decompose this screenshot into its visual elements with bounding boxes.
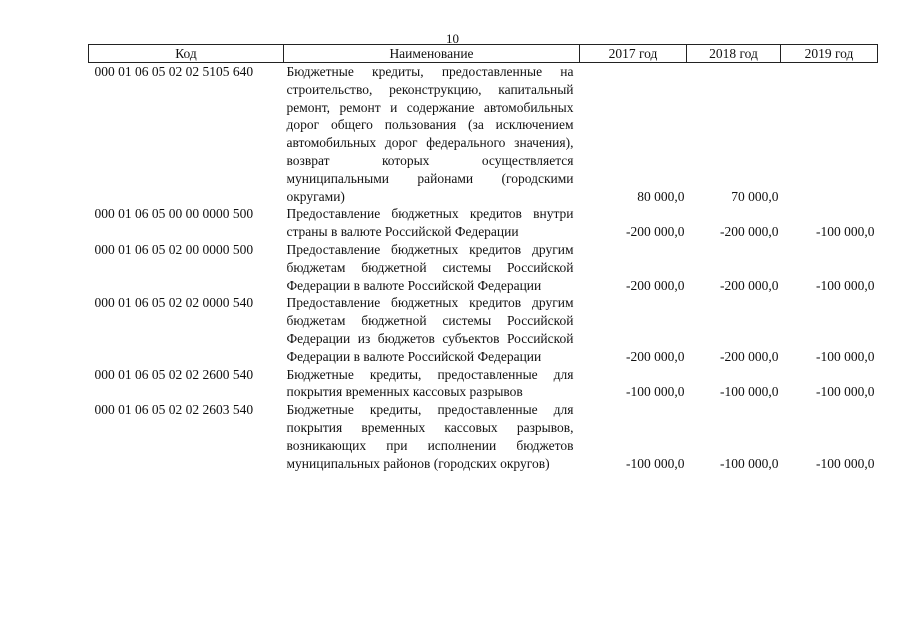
row-code: 000 01 06 05 02 00 0000 500 bbox=[94, 241, 254, 257]
row-value-2019 bbox=[781, 63, 878, 206]
table-row bbox=[89, 63, 878, 206]
row-name: Предоставление бюджетных кредитов внутри страны в валюте Российской Федерации bbox=[286, 206, 574, 240]
row-value-2018: -200 000,0 bbox=[720, 224, 779, 240]
header-row bbox=[89, 45, 878, 63]
row-value-2018: -200 000,0 bbox=[720, 348, 779, 364]
row-code: 000 01 06 05 02 02 5105 640 bbox=[94, 64, 254, 79]
row-value-2019: -100 000,0 bbox=[816, 455, 875, 471]
row-code: 000 01 06 05 02 02 2603 540 bbox=[94, 402, 254, 418]
table-header bbox=[89, 45, 878, 63]
page-number: 10 bbox=[446, 31, 459, 46]
row-value-2017: -100 000,0 bbox=[626, 384, 685, 400]
row-value-2017: 80 000,0 bbox=[637, 188, 685, 204]
row-name: Бюджетные кредиты, предоставленные на строительство, реконструкцию, капитальный ремонт, ремонт и содержание автомобильных дорог общего пользования (за исключением автомобильных дорог федерального значения), возврат которых осуществляется муниципальными районами (городскими округами) bbox=[286, 64, 574, 204]
row-name: Бюджетные кредиты, предоставленные для покрытия временных кассовых разрывов bbox=[286, 366, 574, 400]
table-row bbox=[89, 294, 878, 365]
row-name: Предоставление бюджетных кредитов другим бюджетам бюджетной системы Российской Федерации в валюте Российской Федерации bbox=[286, 241, 574, 293]
header-2017: 2017 год bbox=[580, 45, 687, 63]
header-name: Наименование bbox=[284, 45, 580, 63]
table-row bbox=[89, 366, 878, 402]
row-value-2018: -100 000,0 bbox=[720, 455, 779, 471]
row-value-2017: -200 000,0 bbox=[626, 224, 685, 240]
row-code: 000 01 06 05 02 02 0000 540 bbox=[94, 295, 254, 311]
row-code: 000 01 06 05 02 02 2600 540 bbox=[94, 366, 254, 382]
table-row bbox=[89, 241, 878, 294]
header-2019: 2019 год bbox=[781, 45, 878, 63]
table-body bbox=[89, 63, 878, 473]
row-value-2017: -100 000,0 bbox=[626, 455, 685, 471]
table-row bbox=[89, 205, 878, 241]
row-value-2017: -200 000,0 bbox=[626, 277, 685, 293]
row-value-2017: -200 000,0 bbox=[626, 348, 685, 364]
budget-table bbox=[88, 44, 878, 472]
table-row bbox=[89, 401, 878, 472]
row-value-2019: -100 000,0 bbox=[816, 277, 875, 293]
row-value-2019: -100 000,0 bbox=[816, 384, 875, 400]
row-name: Бюджетные кредиты, предоставленные для покрытия временных кассовых разрывов, возникающих при исполнении бюджетов муниципальных районов (городских округов) bbox=[286, 402, 574, 471]
row-value-2019: -100 000,0 bbox=[816, 348, 875, 364]
row-name: Предоставление бюджетных кредитов другим бюджетам бюджетной системы Российской Федерации из бюджетов субъектов Российской Федерации в валюте Российской Федерации bbox=[286, 295, 574, 364]
header-2018: 2018 год bbox=[687, 45, 781, 63]
row-value-2019: -100 000,0 bbox=[816, 224, 875, 240]
header-code: Код bbox=[89, 45, 284, 63]
row-value-2018: -200 000,0 bbox=[720, 277, 779, 293]
row-value-2018: 70 000,0 bbox=[731, 188, 779, 204]
row-value-2018: -100 000,0 bbox=[720, 384, 779, 400]
row-code: 000 01 06 05 00 00 0000 500 bbox=[94, 206, 254, 222]
